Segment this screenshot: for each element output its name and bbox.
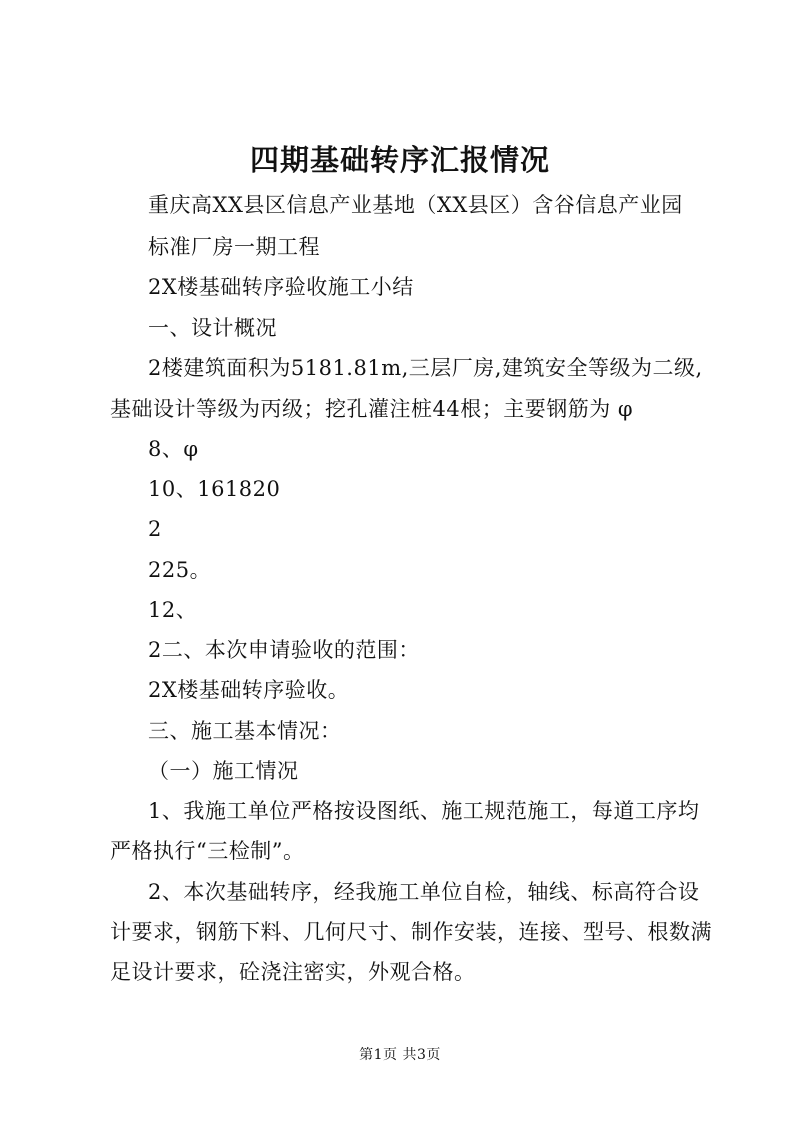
body-line-8: 10、161820 (148, 477, 281, 501)
section-heading-2: 2二、本次申请验收的范围： (148, 638, 420, 662)
body-line-13: 2X楼基础转序验收。 (148, 678, 350, 702)
body-line-3: 2X楼基础转序验收施工小结 (148, 275, 414, 299)
body-line-5: 2楼建筑面积为5181.81m,三层厂房,建筑安全等级为二级, (148, 356, 703, 380)
body-line-9: 2 (148, 517, 162, 541)
body-line-2: 标准厂房一期工程 (148, 235, 320, 259)
document-title: 四期基础转序汇报情况 (249, 143, 550, 177)
body-line-18: 2、本次基础转序，经我施工单位自检，轴线、标高符合设 (148, 880, 700, 904)
body-line-6: 基础设计等级为丙级；挖孔灌注桩44根；主要钢筋为 φ (110, 397, 634, 421)
body-line-16: 1、我施工单位严格按设图纸、施工规范施工，每道工序均 (148, 799, 700, 823)
body-line-7: 8、φ (148, 437, 199, 461)
body-line-11: 12、 (148, 598, 198, 622)
section-heading-3: 三、施工基本情况： (148, 719, 342, 743)
page-number-footer: 第1页 共3页 (359, 1047, 441, 1063)
section-heading-1: 一、设计概况 (148, 316, 277, 340)
body-line-10: 225。 (148, 558, 212, 582)
body-line-19: 计要求，钢筋下料、几何尺寸、制作安装，连接、型号、根数满 (110, 920, 712, 944)
subsection-heading-1: （一）施工情况 (148, 759, 299, 783)
body-line-1: 重庆高XX县区信息产业基地（XX县区）含谷信息产业园 (148, 193, 683, 217)
body-line-17: 严格执行“三检制”。 (110, 839, 305, 863)
body-line-20: 足设计要求，砼浇注密实，外观合格。 (110, 960, 476, 984)
